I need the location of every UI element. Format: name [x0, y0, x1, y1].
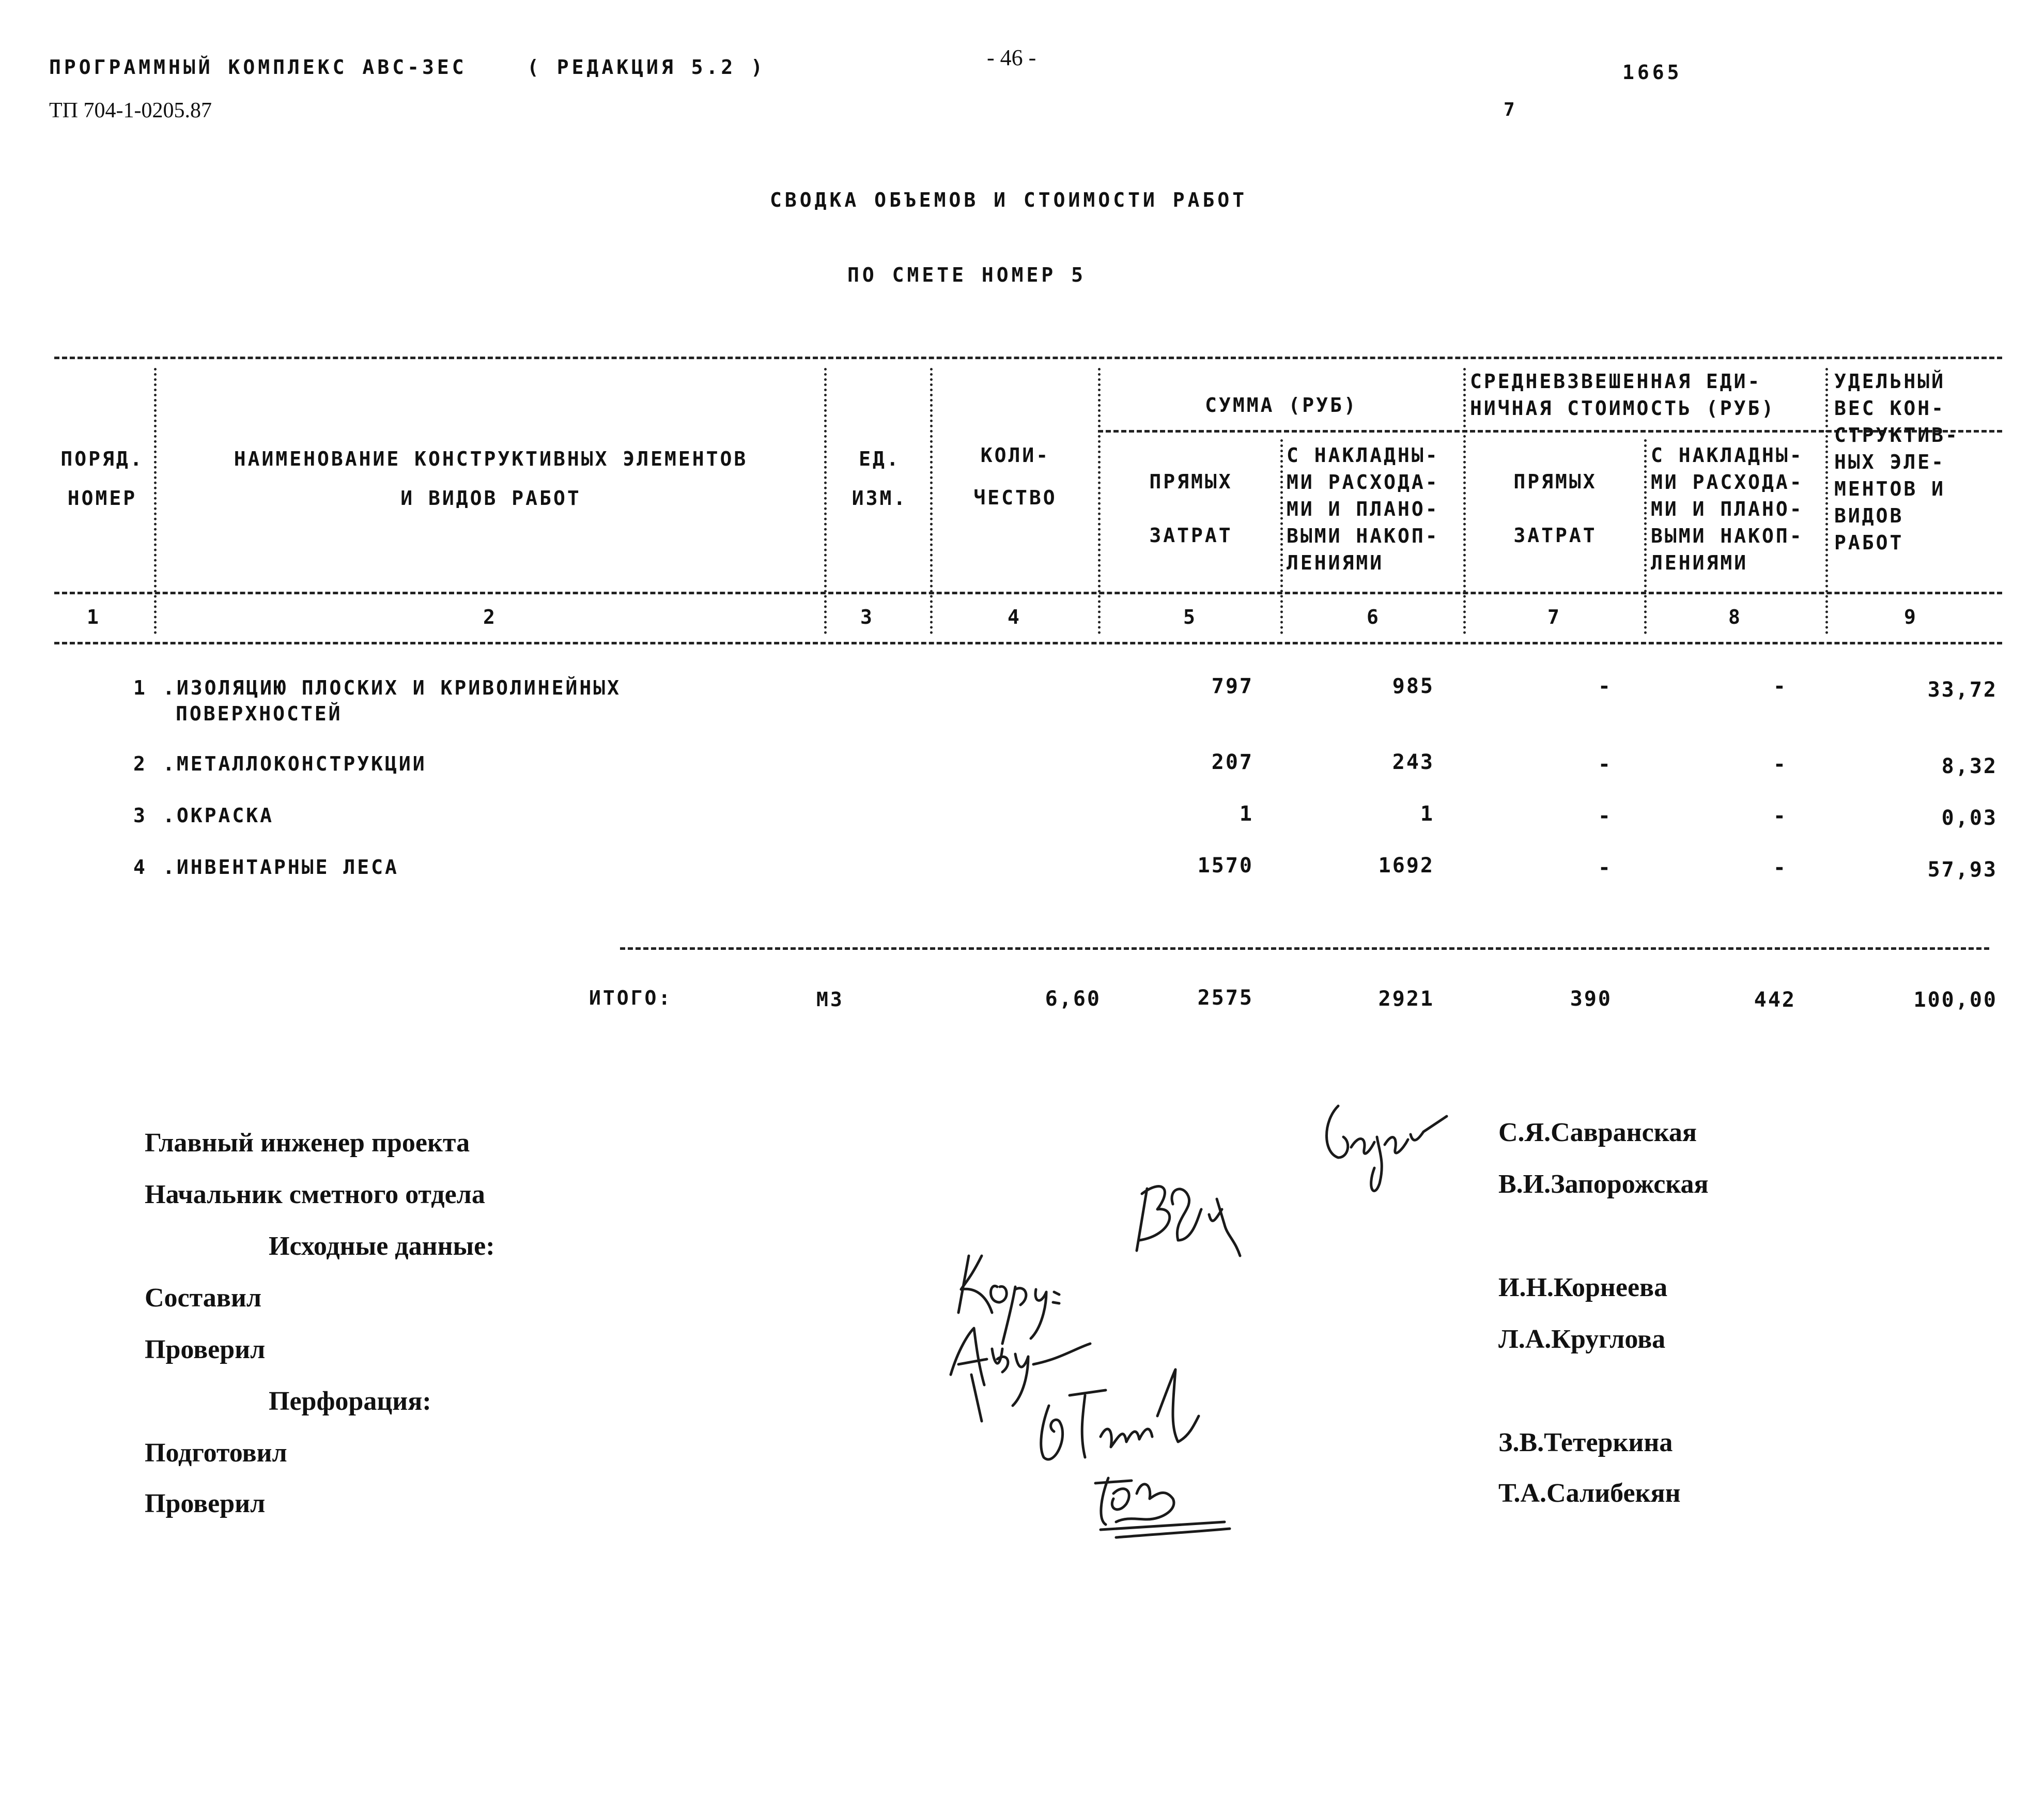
row-avg-overhead: -: [1773, 804, 1787, 828]
total-overhead: 2921: [1378, 987, 1434, 1011]
program-edition: ( РЕДАКЦИЯ 5.2 ): [527, 56, 766, 79]
row-direct: 1570: [1197, 854, 1253, 878]
row-avg-overhead: -: [1773, 856, 1787, 880]
name-kruglova: Л.А.Круглова: [1498, 1325, 1666, 1354]
col-unit-header: ЕД. ИЗМ.: [851, 448, 908, 510]
name-savranskaya: С.Я.Савранская: [1498, 1118, 1697, 1147]
estimate-number: ПО СМЕТЕ НОМЕР 5: [847, 264, 1087, 286]
row-name: .ИЗОЛЯЦИЮ ПЛОСКИХ И КРИВОЛИНЕЙНЫХ: [163, 676, 621, 699]
name-teterkina: З.В.Тетеркина: [1498, 1428, 1673, 1457]
role-checked-2: Проверил: [145, 1489, 266, 1518]
total-weight: 100,00: [1913, 988, 1997, 1012]
total-rule: [620, 947, 1989, 950]
sum-group-header: СУММА (РУБ): [1205, 394, 1358, 417]
col-sep-8: [1825, 368, 1828, 634]
row-avg-direct: -: [1598, 856, 1612, 880]
signature-1: [1327, 1106, 1447, 1191]
row-weight: 8,32: [1941, 755, 1997, 778]
col-sep-1: [154, 368, 157, 634]
total-avg-direct: 390: [1570, 987, 1612, 1011]
row-number: 1: [133, 676, 147, 699]
row-overhead: 1: [1420, 802, 1434, 826]
total-avg-overhead: 442: [1754, 988, 1796, 1012]
col-name-header: НАИМЕНОВАНИЕ КОНСТРУКТИВНЫХ ЭЛЕМЕНТОВ И ВИДОВ РАБОТ: [234, 448, 748, 510]
col-sep-3: [930, 368, 933, 634]
document-code: 1665: [1622, 61, 1682, 84]
row-weight: 57,93: [1927, 858, 1997, 882]
row-avg-overhead: -: [1773, 752, 1787, 776]
role-estimate-head: Начальник сметного отдела: [145, 1180, 485, 1209]
col-sep-5: [1280, 439, 1283, 634]
handwritten-signatures: [930, 1085, 1473, 1550]
row-avg-direct: -: [1598, 752, 1612, 776]
col-order-header: ПОРЯД. НОМЕР: [60, 448, 144, 510]
row-number: 2: [133, 752, 147, 775]
col-sep-2: [824, 368, 827, 634]
row-name: .ОКРАСКА: [163, 804, 274, 827]
row-direct: 1: [1239, 802, 1253, 826]
total-quantity: 6,60: [1045, 987, 1101, 1011]
row-weight: 33,72: [1927, 678, 1997, 702]
tp-number: ТП 704-1-0205.87: [49, 99, 212, 122]
weight-header: УДЕЛЬНЫЙ ВЕС КОН- СТРУКТИВ- НЫХ ЭЛЕ- МЕНТОВ И ВИДОВ РАБОТ: [1834, 370, 1959, 554]
row-avg-direct: -: [1598, 674, 1612, 698]
avg-direct-header: ПРЯМЫХ ЗАТРАТ: [1513, 470, 1597, 547]
col-number-7: 7: [1547, 606, 1561, 628]
total-label: ИТОГО:: [589, 987, 673, 1009]
header-bottom-rule: [54, 592, 2002, 594]
program-name: ПРОГРАММНЫЙ КОМПЛЕКС АВС-ЗЕС: [49, 56, 467, 79]
name-korneeva: И.Н.Корнеева: [1498, 1273, 1668, 1302]
col-number-5: 5: [1183, 606, 1197, 628]
signature-5: [1041, 1369, 1199, 1459]
role-compiled: Составил: [145, 1283, 262, 1313]
page-mark: 7: [1504, 99, 1515, 120]
sum-overhead-header: С НАКЛАДНЫ- МИ РАСХОДА- МИ И ПЛАНО- ВЫМИ НАКОП- ЛЕНИЯМИ: [1287, 444, 1439, 574]
role-prepared: Подготовил: [145, 1438, 287, 1468]
name-zaporozhskaya: В.И.Запорожская: [1498, 1169, 1709, 1199]
row-weight: 0,03: [1941, 806, 1997, 830]
row-avg-overhead: -: [1773, 674, 1787, 698]
col-number-9: 9: [1904, 606, 1918, 628]
row-overhead: 243: [1392, 750, 1434, 774]
name-salibekyan: Т.А.Салибекян: [1498, 1479, 1681, 1508]
col-number-3: 3: [860, 606, 874, 628]
page-number: - 46 -: [987, 45, 1036, 70]
role-checked: Проверил: [145, 1335, 266, 1364]
col-sep-4: [1098, 368, 1101, 634]
avg-overhead-header: С НАКЛАДНЫ- МИ РАСХОДА- МИ И ПЛАНО- ВЫМИ НАКОП- ЛЕНИЯМИ: [1651, 444, 1804, 574]
col-number-2: 2: [483, 606, 497, 628]
table-top-rule: [54, 357, 2002, 359]
signature-6: [1095, 1478, 1230, 1537]
total-direct: 2575: [1197, 986, 1253, 1010]
signature-2: [1137, 1187, 1240, 1256]
row-overhead: 985: [1392, 674, 1434, 698]
avg-group-header: СРЕДНЕВЗВЕШЕННАЯ ЕДИ- НИЧНАЯ СТОИМОСТЬ (РУБ): [1470, 370, 1776, 420]
role-chief-engineer: Главный инженер проекта: [145, 1128, 470, 1158]
sum-direct-header: ПРЯМЫХ ЗАТРАТ: [1149, 470, 1233, 547]
col-number-1: 1: [87, 606, 101, 628]
role-source-data: Исходные данные:: [269, 1232, 495, 1261]
row-avg-direct: -: [1598, 804, 1612, 828]
col-number-8: 8: [1728, 606, 1742, 628]
row-number: 4: [133, 856, 147, 879]
row-direct: 207: [1211, 750, 1253, 774]
row-direct: 797: [1211, 674, 1253, 698]
summary-title: СВОДКА ОБЪЕМОВ И СТОИМОСТИ РАБОТ: [770, 189, 1248, 211]
col-sep-7: [1644, 439, 1647, 634]
col-sep-6: [1463, 368, 1466, 634]
role-perforation: Перфорация:: [269, 1387, 431, 1416]
signature-4: [951, 1328, 1090, 1421]
col-qty-header: КОЛИ- ЧЕСТВО: [973, 444, 1057, 509]
row-number: 3: [133, 804, 147, 827]
row-name: .МЕТАЛЛОКОНСТРУКЦИИ: [163, 752, 427, 775]
col-number-4: 4: [1008, 606, 1021, 628]
row-overhead: 1692: [1378, 854, 1434, 878]
total-unit: М3: [816, 988, 844, 1011]
numbers-bottom-rule: [54, 642, 2002, 644]
row-name: .ИНВЕНТАРНЫЕ ЛЕСА: [163, 856, 399, 879]
row-name-continued: ПОВЕРХНОСТЕЙ: [176, 702, 343, 725]
col-number-6: 6: [1367, 606, 1381, 628]
